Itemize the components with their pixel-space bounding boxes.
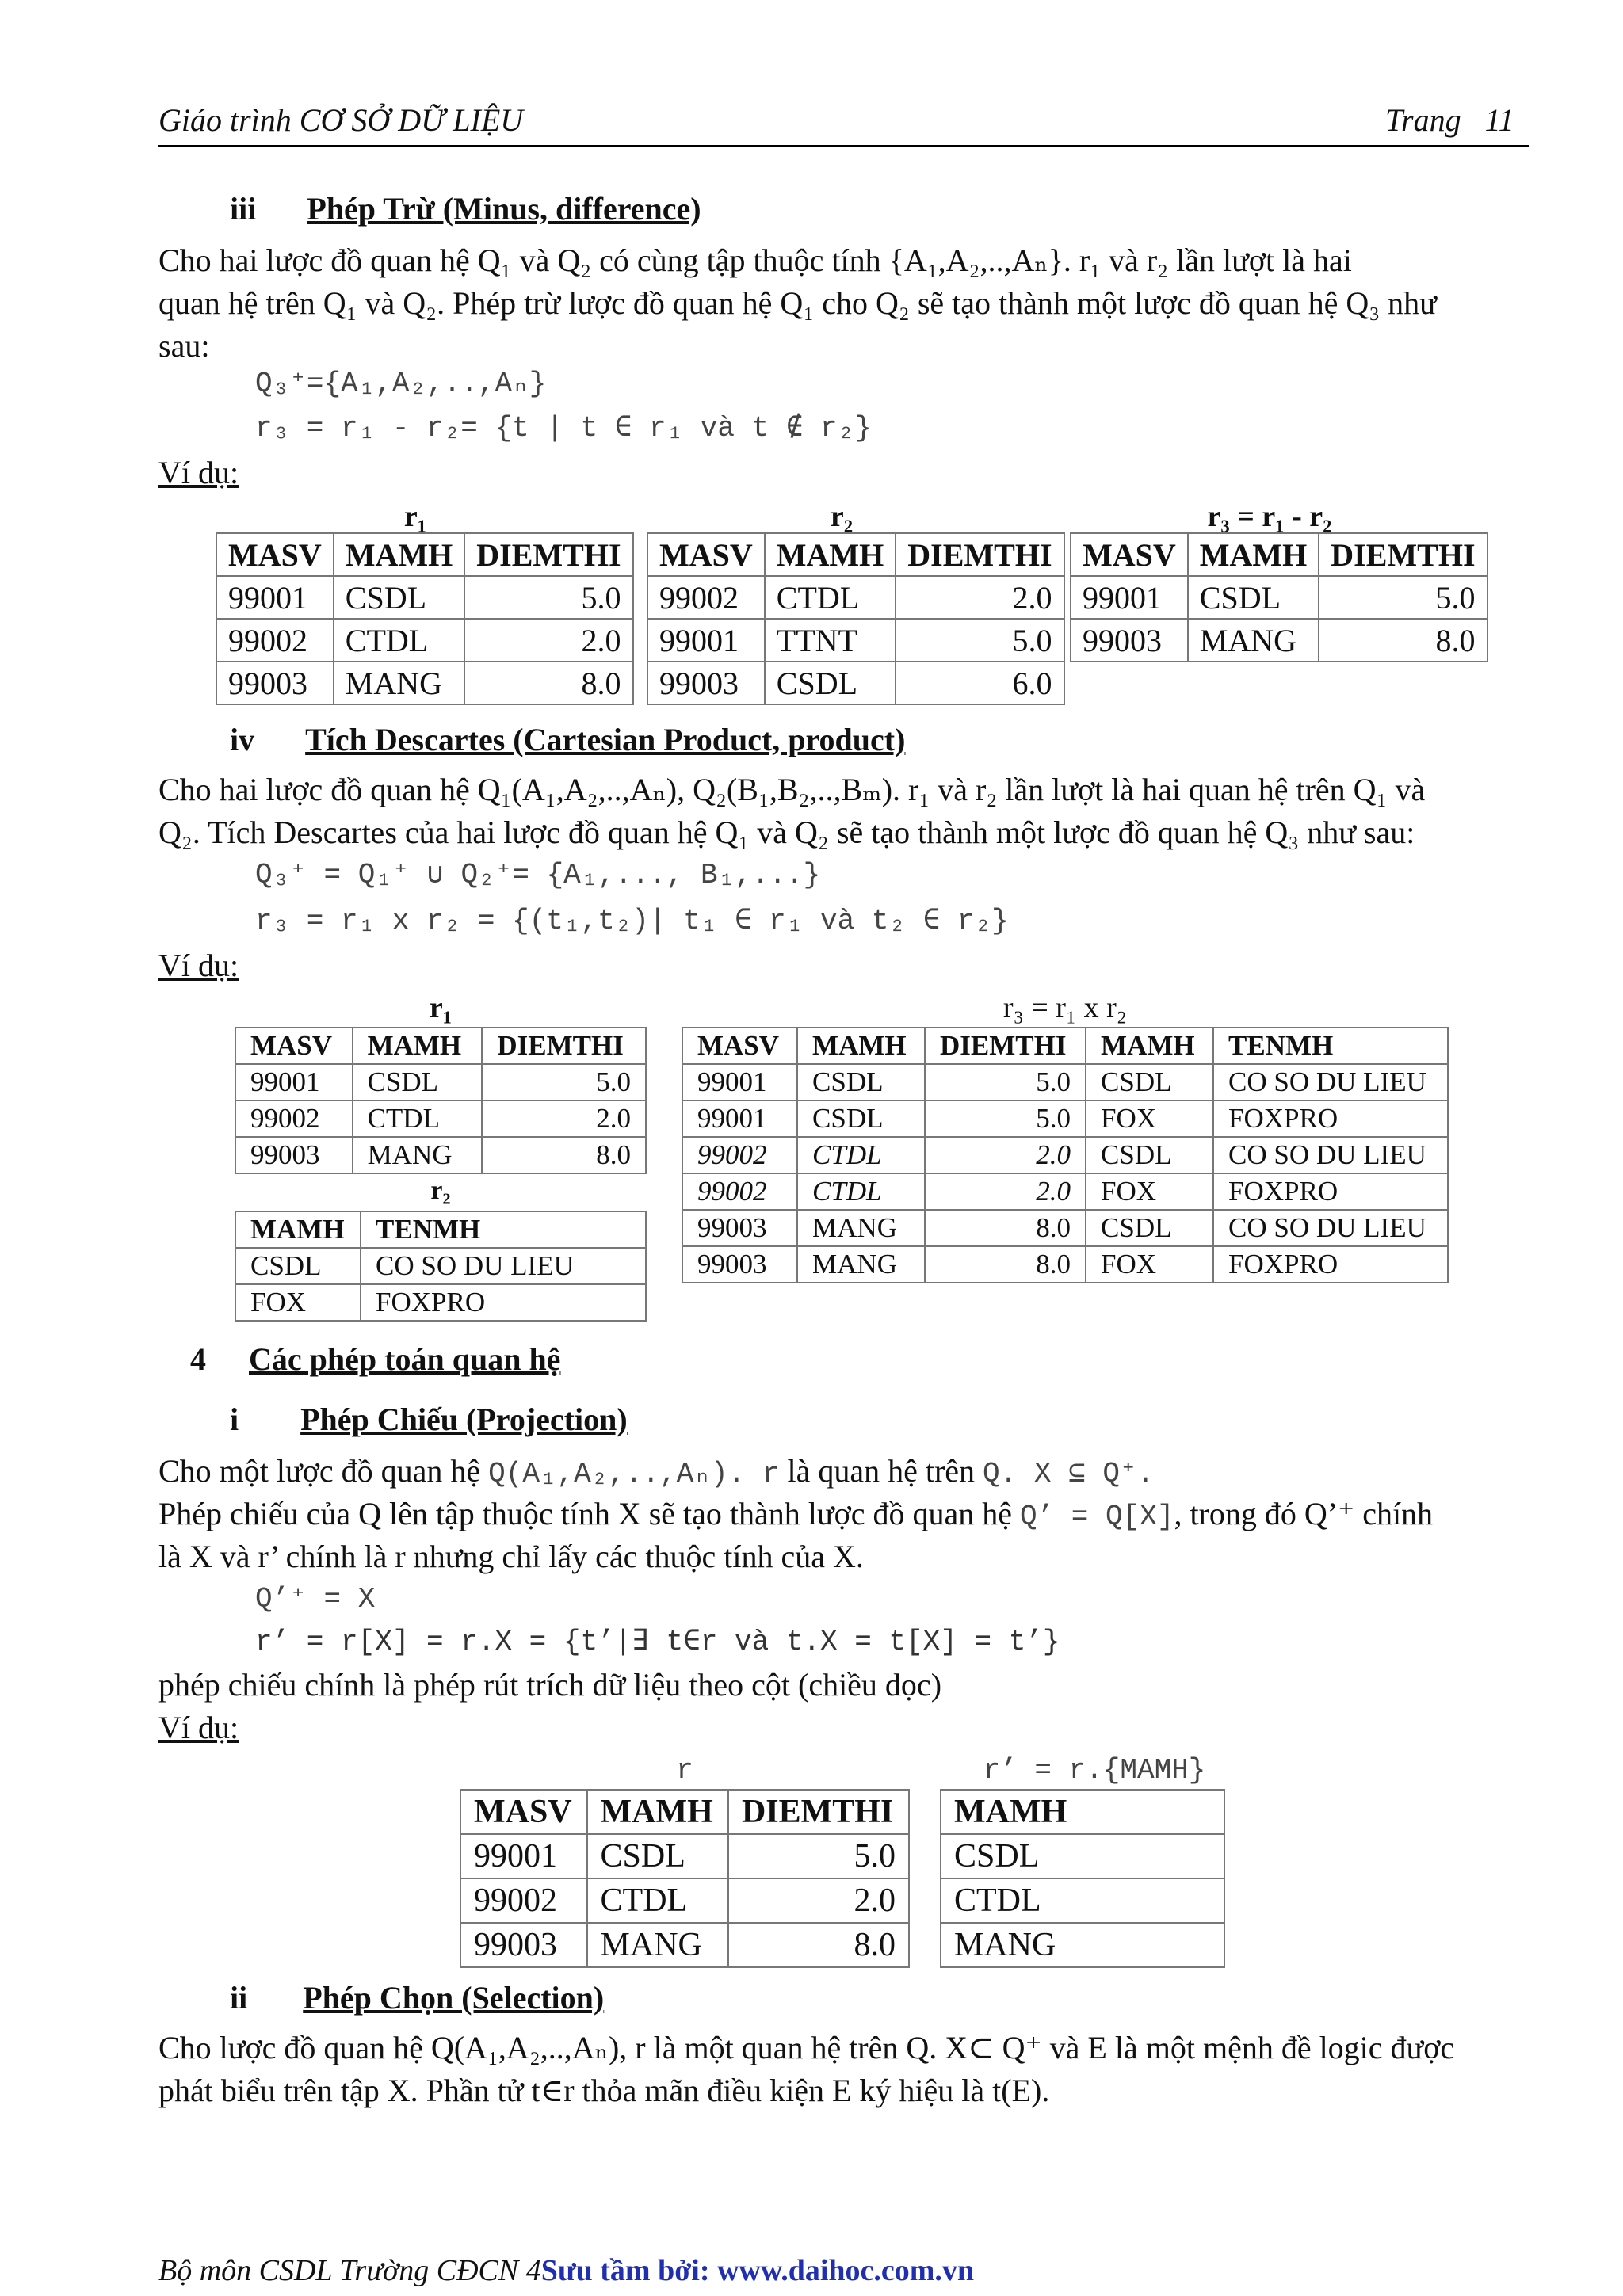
table-cell: 99001 (235, 1064, 353, 1100)
table-cell: FOX (235, 1284, 361, 1321)
section-selection-heading (230, 1979, 604, 2016)
table-cell: CO SO DU LIEU (1213, 1210, 1448, 1246)
table-cell: CTDL (587, 1878, 728, 1923)
formula: Q₃⁺={A₁,A₂,..,Aₙ} (255, 368, 547, 400)
section-minus-heading (230, 190, 701, 227)
table-row (216, 619, 633, 662)
table-cell: CTDL (797, 1173, 925, 1210)
table-cell: CSDL (353, 1064, 483, 1100)
table-cell: MANG (587, 1923, 728, 1967)
table-row (460, 1834, 909, 1878)
table-cell: CO SO DU LIEU (1213, 1064, 1448, 1100)
example-label: Ví dụ: (158, 455, 239, 490)
table-cell: 99001 (1071, 576, 1188, 619)
table-row (460, 1878, 909, 1923)
table-cell: CSDL (797, 1064, 925, 1100)
example-label: Ví dụ: (158, 948, 239, 983)
footer (158, 2253, 974, 2288)
text-line: quan hệ trên Q₁ và Q₂. Phép trừ lược đồ quan hệ Q₁ cho Q₂ sẽ tạo thành một lược đồ quan hệ Q₃ như (158, 285, 1437, 321)
table-cell: MANG (797, 1210, 925, 1246)
page-number: Trang 11 (1385, 102, 1514, 138)
table-row (647, 662, 1064, 704)
column-header: MAMH (1188, 533, 1319, 576)
table-cell: CTDL (765, 576, 896, 619)
table-cell: 99003 (647, 662, 765, 704)
column-header: MASV (1071, 533, 1188, 576)
table-cell: 99003 (1071, 619, 1188, 662)
section-number: ii (230, 1980, 248, 2016)
column-header: MASV (235, 1028, 353, 1064)
table-row (1071, 576, 1487, 619)
table-cell: MANG (1188, 619, 1319, 662)
column-header: MASV (682, 1028, 797, 1064)
formula: r₃ = r₁ - r₂= {t | t ∈ r₁ và t ∉ r₂} (255, 412, 872, 444)
section-number: iv (230, 722, 255, 757)
table-cell: 99002 (682, 1173, 797, 1210)
table-cell: 99002 (682, 1137, 797, 1173)
text: , trong đó Q’⁺ chính (1174, 1496, 1434, 1531)
column-header: DIEMTHI (464, 533, 632, 576)
column-header: MAMH (353, 1028, 483, 1064)
table-cell: 99003 (460, 1923, 587, 1967)
table-r2 (647, 532, 1065, 705)
table-row (235, 1137, 646, 1173)
table-row (1071, 619, 1487, 662)
table-cell: MANG (797, 1246, 925, 1283)
text: là quan hệ trên (779, 1453, 983, 1489)
table-cell: CSDL (587, 1834, 728, 1878)
table-cell: CSDL (334, 576, 465, 619)
column-header: MASV (647, 533, 765, 576)
table-cell: 99002 (460, 1878, 587, 1923)
table-cell: 5.0 (482, 1064, 646, 1100)
table-cell: 2.0 (728, 1878, 909, 1923)
table-row (682, 1173, 1448, 1210)
text-line: sau: (158, 328, 210, 364)
table-cell: 5.0 (464, 576, 632, 619)
table-row (235, 1064, 646, 1100)
section-title: Phép Chọn (Selection) (303, 1980, 605, 2016)
table-cell: 99001 (460, 1834, 587, 1878)
projection-line-1 (158, 1450, 1553, 1496)
column-header: MAMH (1086, 1028, 1213, 1064)
table-cell: 99001 (682, 1100, 797, 1137)
table-cell: 99003 (216, 662, 334, 704)
table-cell: 8.0 (482, 1137, 646, 1173)
table-caption: r₁ (403, 500, 427, 533)
table-cell: CSDL (797, 1100, 925, 1137)
text-line: Cho hai lược đồ quan hệ Q₁(A₁,A₂,..,Aₙ), Q₂(B₁,B₂,..,Bₘ). r₁ và r₂ lần lượt là hai quan hệ trên Q₁ và (158, 772, 1426, 807)
text-line: Q₂. Tích Descartes của hai lược đồ quan hệ Q₁ và Q₂ sẽ tạo thành một lược đồ quan hệ Q₃ như sau: (158, 814, 1415, 850)
section-title: Các phép toán quan hệ (249, 1341, 561, 1377)
table-cell: FOX (1086, 1100, 1213, 1137)
table-row (235, 1248, 646, 1284)
table-row (682, 1064, 1448, 1100)
table-cell: CO SO DU LIEU (1213, 1137, 1448, 1173)
column-header: MAMH (941, 1790, 1224, 1834)
table-cell: MANG (941, 1923, 1224, 1967)
table-r (460, 1789, 910, 1968)
footer-source-link[interactable]: Sưu tầm bởi: www.daihoc.com.vn (540, 2254, 975, 2287)
table-caption: r₃ = r₁ - r₂ (1207, 500, 1332, 533)
column-header: TENMH (361, 1211, 646, 1248)
table-cell: MANG (334, 662, 465, 704)
column-header: MAMH (235, 1211, 361, 1248)
table-cell: FOX (1086, 1246, 1213, 1283)
table-cell: CTDL (353, 1100, 483, 1137)
table-cell: CSDL (1086, 1064, 1213, 1100)
table-r2 (235, 1211, 647, 1322)
table-cell: TTNT (765, 619, 896, 662)
table-cell: 8.0 (1319, 619, 1487, 662)
table-cell: 2.0 (482, 1100, 646, 1137)
column-header: DIEMTHI (482, 1028, 646, 1064)
table-caption: r₃ = r₁ x r₂ (1002, 991, 1128, 1024)
table-cell: MANG (353, 1137, 483, 1173)
table-caption: r’ = r.{MAMH} (983, 1754, 1206, 1787)
table-cell: 99002 (235, 1100, 353, 1137)
column-header: MAMH (765, 533, 896, 576)
header-rule (158, 145, 1529, 147)
formula: r’ = r[X] = r.X = {t’|∃ t∈r và t.X = t[X] = t’} (255, 1626, 1060, 1658)
table-row (682, 1246, 1448, 1283)
column-header: DIEMTHI (1319, 533, 1487, 576)
formula: Q₃⁺ = Q₁⁺ ∪ Q₂⁺= {A₁,..., B₁,...} (255, 859, 821, 891)
inline-code: Q’ = Q[X] (1020, 1501, 1174, 1533)
section-title: Phép Chiếu (Projection) (300, 1402, 628, 1437)
inline-code: Q. X ⊆ Q⁺. (983, 1458, 1155, 1490)
table-cell: CTDL (334, 619, 465, 662)
table-r3 (1070, 532, 1488, 662)
formula: Q’⁺ = X (255, 1583, 376, 1615)
table-row (647, 619, 1064, 662)
table-r-prime (940, 1789, 1225, 1968)
table-row (460, 1923, 909, 1967)
table-r3-product (682, 1027, 1449, 1283)
header-title: Giáo trình CƠ SỞ DỮ LIỆU (158, 102, 524, 138)
cartesian-paragraph (158, 769, 1537, 854)
column-header: MAMH (587, 1790, 728, 1834)
table-cell: 8.0 (728, 1923, 909, 1967)
projection-line-2 (158, 1493, 1553, 1539)
table-cell: 5.0 (728, 1834, 909, 1878)
table-cell: 99002 (647, 576, 765, 619)
table-row (941, 1834, 1224, 1878)
column-header: MASV (460, 1790, 587, 1834)
table-cell: 6.0 (896, 662, 1064, 704)
table-cell: 5.0 (1319, 576, 1487, 619)
formula: r₃ = r₁ x r₂ = {(t₁,t₂)| t₁ ∈ r₁ và t₂ ∈ r₂} (255, 905, 1009, 937)
table-cell: CO SO DU LIEU (361, 1248, 646, 1284)
table-cell: CSDL (1086, 1137, 1213, 1173)
section-title: Tích Descartes (Cartesian Product, product) (305, 722, 906, 757)
table-cell: 8.0 (464, 662, 632, 704)
table-caption: r (676, 1754, 693, 1787)
section-projection-heading (230, 1401, 628, 1438)
table-cell: 99001 (647, 619, 765, 662)
footer-text: Bộ môn CSDL Trường CĐCN 4 (158, 2254, 541, 2287)
table-row (941, 1923, 1224, 1967)
table-caption: r₁ (429, 991, 453, 1024)
table-cell: 99003 (682, 1210, 797, 1246)
section-4-heading (190, 1341, 560, 1378)
table-cell: 2.0 (464, 619, 632, 662)
table-cell: FOXPRO (1213, 1246, 1448, 1283)
text: Cho một lược đồ quan hệ (158, 1453, 489, 1489)
table-cell: CTDL (797, 1137, 925, 1173)
table-cell: 2.0 (925, 1137, 1086, 1173)
table-cell: CSDL (235, 1248, 361, 1284)
section-number: iii (230, 191, 257, 227)
table-cell: 99001 (216, 576, 334, 619)
column-header: MAMH (797, 1028, 925, 1064)
text: Phép chiếu của Q lên tập thuộc tính X sẽ tạo thành lược đồ quan hệ (158, 1496, 1020, 1531)
selection-paragraph (158, 2027, 1553, 2112)
column-header: MAMH (334, 533, 465, 576)
column-header: DIEMTHI (896, 533, 1064, 576)
table-row (682, 1210, 1448, 1246)
section-cartesian-heading (230, 721, 905, 758)
table-cell: CSDL (1086, 1210, 1213, 1246)
table-cell: 99001 (682, 1064, 797, 1100)
table-row (216, 576, 633, 619)
section-title: Phép Trừ (Minus, difference) (307, 191, 701, 227)
table-row (647, 576, 1064, 619)
table-cell: 2.0 (896, 576, 1064, 619)
table-cell: 99003 (235, 1137, 353, 1173)
table-cell: FOXPRO (1213, 1100, 1448, 1137)
example-label: Ví dụ: (158, 1710, 239, 1745)
table-caption: r₂ (430, 1176, 451, 1205)
table-r1 (235, 1027, 647, 1174)
table-row (235, 1284, 646, 1321)
column-header: DIEMTHI (728, 1790, 909, 1834)
table-cell: CSDL (1188, 576, 1319, 619)
text-line: Cho lược đồ quan hệ Q(A₁,A₂,..,Aₙ), r là một quan hệ trên Q. X⊂ Q⁺ và E là một mệnh đề logic được (158, 2030, 1455, 2065)
table-caption: r₂ (830, 500, 854, 533)
table-cell: 99003 (682, 1246, 797, 1283)
column-header: TENMH (1213, 1028, 1448, 1064)
minus-paragraph (158, 239, 1537, 368)
table-cell: 2.0 (925, 1173, 1086, 1210)
table-cell: CSDL (941, 1834, 1224, 1878)
table-cell: FOXPRO (361, 1284, 646, 1321)
table-cell: CSDL (765, 662, 896, 704)
table-row (682, 1100, 1448, 1137)
table-row (941, 1878, 1224, 1923)
column-header: MASV (216, 533, 334, 576)
text-line: phát biểu trên tập X. Phần tử t∈r thỏa mãn điều kiện E ký hiệu là t(E). (158, 2073, 1050, 2108)
table-cell: CTDL (941, 1878, 1224, 1923)
table-cell: 99002 (216, 619, 334, 662)
section-number: 4 (190, 1341, 206, 1377)
table-r1 (216, 532, 634, 705)
projection-note: phép chiếu chính là phép rút trích dữ liệu theo cột (chiều dọc) (158, 1667, 942, 1703)
table-cell: FOXPRO (1213, 1173, 1448, 1210)
table-row (216, 662, 633, 704)
table-cell: 5.0 (925, 1100, 1086, 1137)
projection-line-3: là X và r’ chính là r nhưng chỉ lấy các thuộc tính của X. (158, 1539, 864, 1574)
text-line: Cho hai lược đồ quan hệ Q₁ và Q₂ có cùng tập thuộc tính {A₁,A₂,..,Aₙ}. r₁ và r₂ lần lượt là hai (158, 242, 1352, 278)
inline-code: Q(A₁,A₂,..,Aₙ). r (488, 1458, 780, 1490)
table-row (235, 1100, 646, 1137)
table-row (682, 1137, 1448, 1173)
table-cell: 8.0 (925, 1246, 1086, 1283)
section-number: i (230, 1402, 239, 1437)
table-cell: FOX (1086, 1173, 1213, 1210)
table-cell: 8.0 (925, 1210, 1086, 1246)
column-header: DIEMTHI (925, 1028, 1086, 1064)
table-cell: 5.0 (925, 1064, 1086, 1100)
table-cell: 5.0 (896, 619, 1064, 662)
